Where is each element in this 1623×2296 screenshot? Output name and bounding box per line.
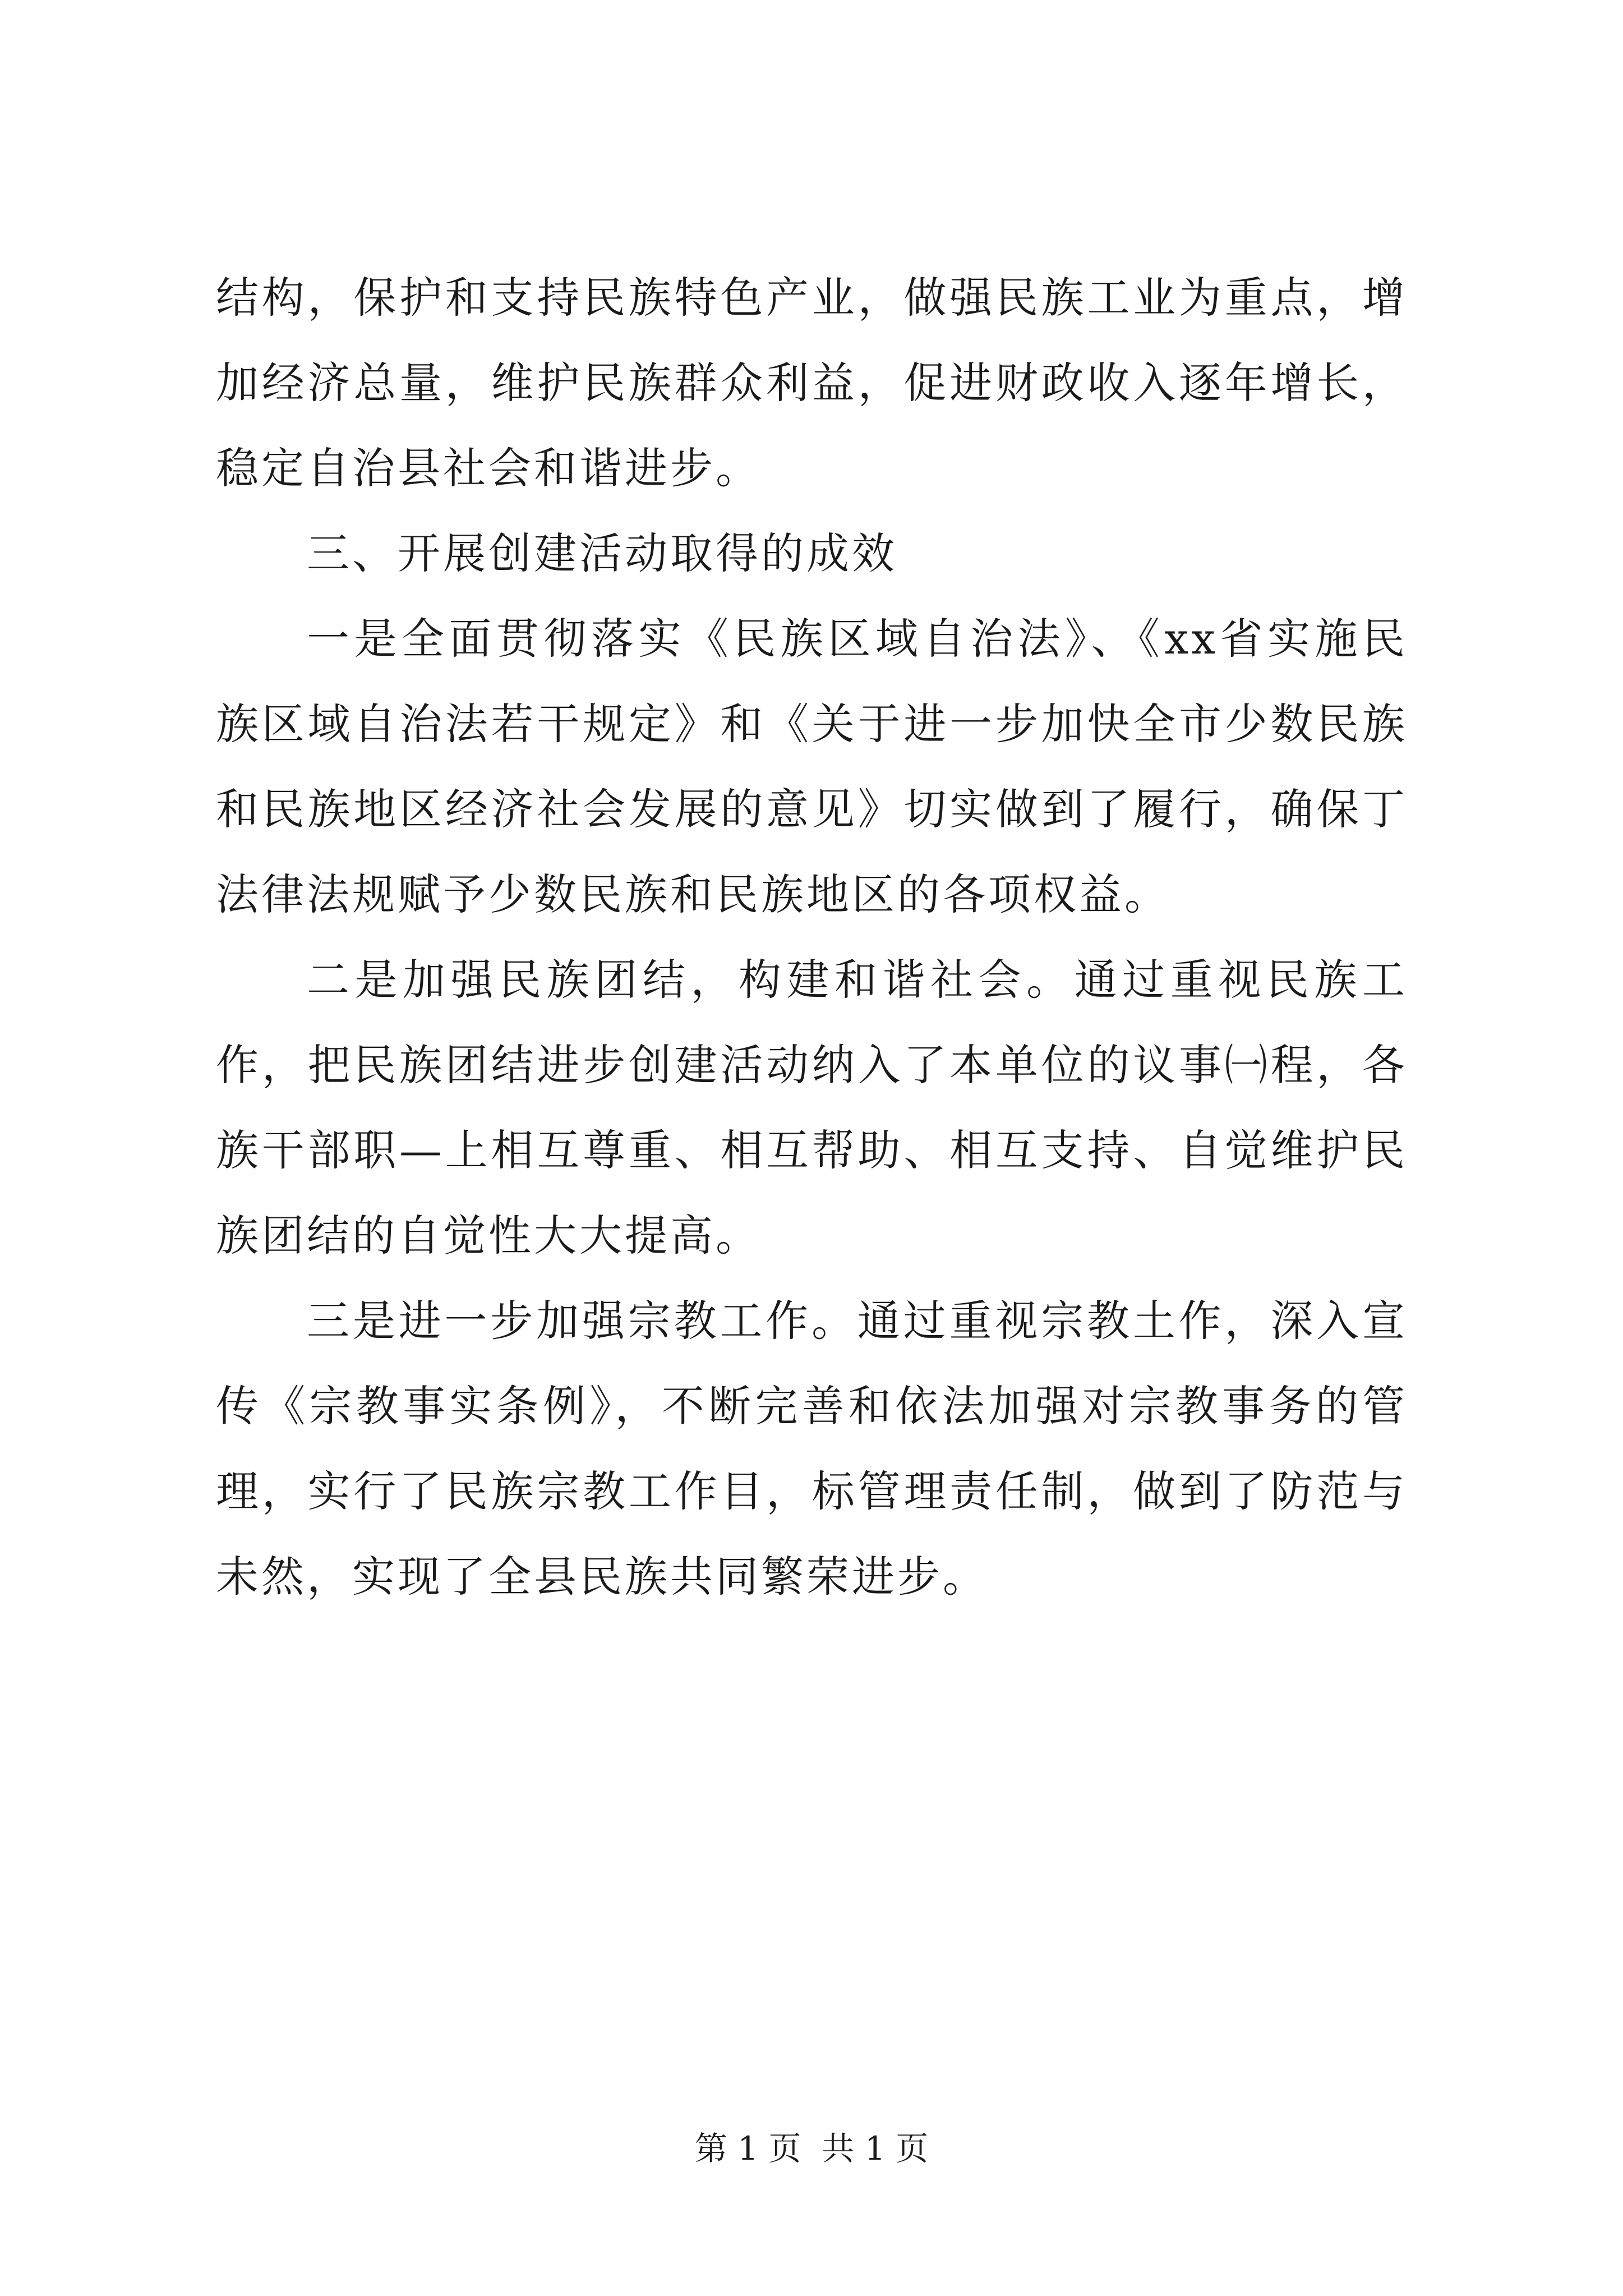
paragraph-item-2: 二是加强民族团结，构建和谐社会。通过重视民族工作，把民族团结进步创建活动纳入了本单位的议事㈠程，各族干部职—上相互尊重、相互帮助、相互支持、自觉维护民族团结的自觉性大大提高。 [216,955,1408,1260]
page-footer [0,2126,1623,2171]
paragraph-continuation: 结构，保护和支持民族特色产业，做强民族工业为重点，增加经济总量，维护民族群众利益，促进财政收入逐年增长，稳定自治县社会和谐进步。 [216,273,1408,493]
paragraph-item-3: 三是进一步加强宗教工作。通过重视宗教土作，深入宣传《宗教事实条例》，不断完善和依法加强对宗教事务的管理，实行了民族宗教工作目，标管理责任制，做到了防范与未然，实现了全县民族共同繁荣进步。 [216,1296,1408,1602]
paragraph-item-1: 一是全面贯彻落实《民族区域自治法》、《xx省实施民族区域自治法若干规定》和《关于进一步加快全市少数民族和民族地区经济社会发展的意见》切实做到了履行，确保丁法律法规赋予少数民族和民族地区的各项权益。 [216,614,1408,919]
section-heading: 三、开展创建活动取得的成效 [307,528,897,578]
document-body [216,255,1408,1619]
page-number-label: 第 1 页 共 1 页 [694,2129,929,2168]
